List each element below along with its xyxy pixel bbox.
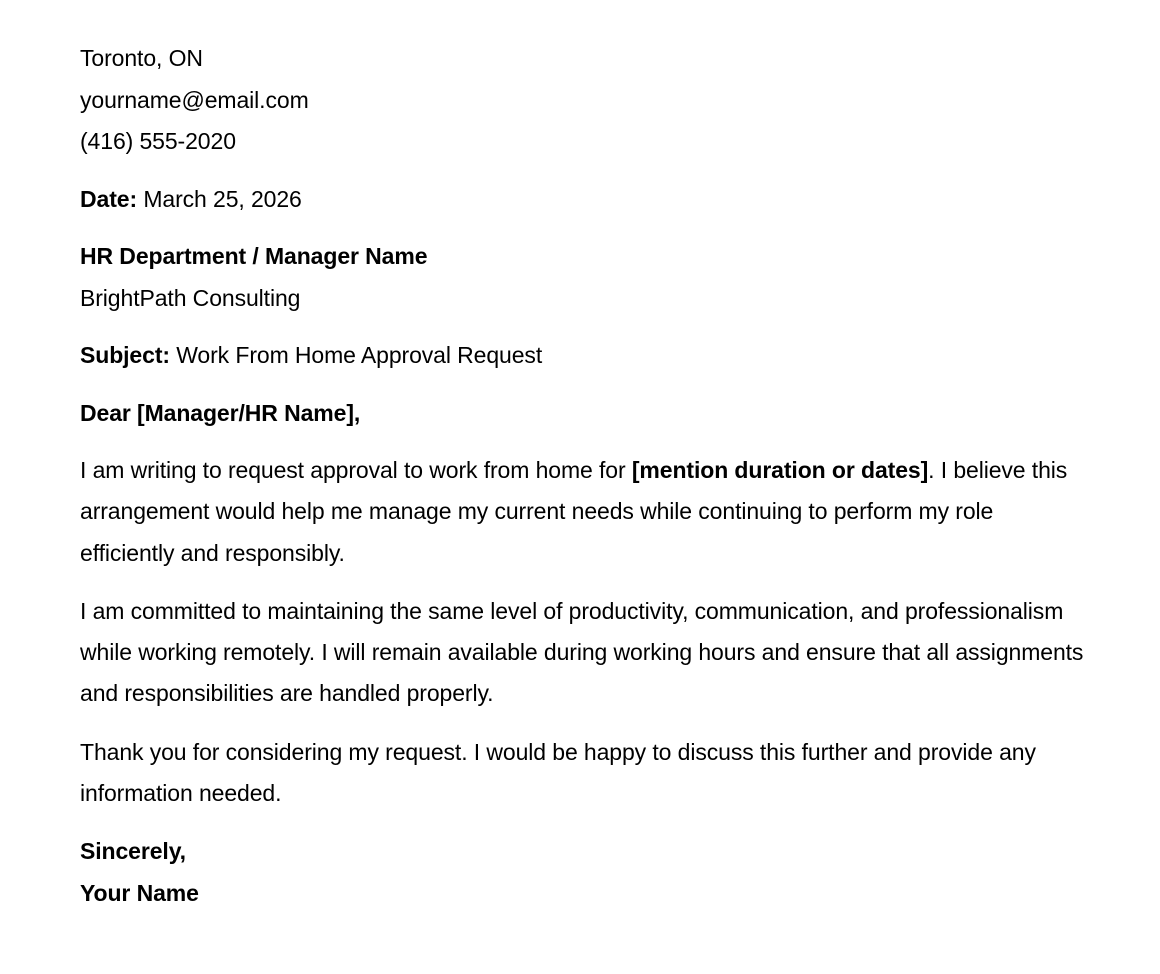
body-paragraph-1 (80, 450, 1090, 574)
date-label: Date: (80, 185, 138, 212)
salutation: Dear [Manager/HR Name], (80, 399, 361, 426)
date-line (80, 179, 1090, 221)
sender-phone: (416) 555-2020 (80, 128, 236, 154)
body-paragraph-3: Thank you for considering my request. I would be happy to discuss this further and provide any information needed. (80, 738, 1036, 807)
sender-block (80, 38, 1090, 163)
closing-block (80, 831, 1090, 914)
body-paragraph-2: I am committed to maintaining the same level of productivity, communication, and professionalism while working remotely. I will remain available during working hours and ensure that all assignments and responsibilities are handled properly. (80, 597, 1084, 707)
recipient-title: HR Department / Manager Name (80, 243, 428, 269)
duration-placeholder: [mention duration or dates] (631, 457, 929, 483)
sender-email: yourname@email.com (80, 86, 309, 113)
valediction: Sincerely, (80, 838, 186, 865)
sender-city: Toronto, ON (80, 45, 203, 71)
paragraph-1-after: . I believe this arrangement would help me manage my current needs while continuing to perform my role efficiently and responsibly. (80, 457, 1068, 566)
recipient-company: BrightPath Consulting (80, 284, 301, 311)
paragraph-1-before: I am writing to request approval to work from home for (80, 457, 632, 483)
recipient-block (80, 236, 1090, 319)
subject-value: Work From Home Approval Request (176, 342, 543, 368)
date-value: March 25, 2026 (143, 185, 302, 212)
signature-name: Your Name (80, 879, 199, 906)
subject-label: Subject: (80, 342, 170, 368)
letter-body (80, 38, 1090, 914)
subject-line (80, 335, 1090, 377)
